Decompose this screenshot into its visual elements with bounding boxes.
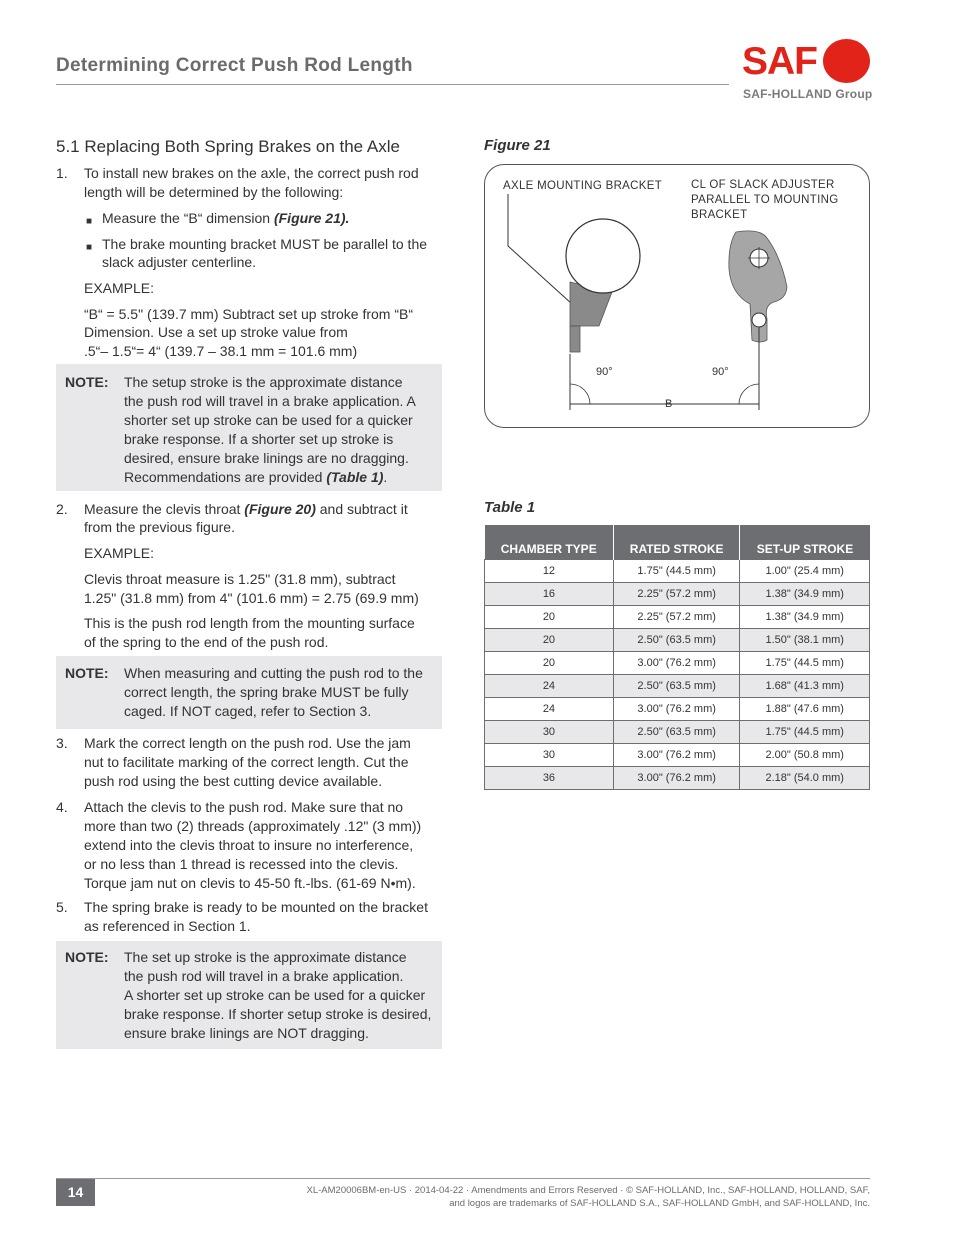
cell: 2.50" (63.5 mm)	[613, 675, 740, 698]
cell: 1.50" (38.1 mm)	[740, 629, 870, 652]
dimension-b-label: B	[665, 398, 673, 410]
cell: 2.25" (57.2 mm)	[613, 606, 740, 629]
clevis-hole	[752, 313, 766, 327]
step3-text: Mark the correct length on the push rod. Use the jam nut to facilitate marking of the correct length. Cut the push rod using the best cutting device available.	[84, 735, 411, 789]
cell: 3.00" (76.2 mm)	[613, 652, 740, 675]
table-row	[485, 675, 870, 698]
section-title: 5.1 Replacing Both Spring Brakes on the Axle	[56, 137, 400, 156]
note-label: NOTE:	[65, 374, 109, 390]
table-row	[485, 606, 870, 629]
table-row	[485, 629, 870, 652]
table-row	[485, 767, 870, 790]
note-text: The setup stroke is the approximate distance the push rod will travel in a brake application. A shorter set up stroke can be used for a quicker brake response. If a shorter set up stroke is desired, ensure brake linings are no dragging. Recommendations are provided (Table 1).	[124, 374, 416, 485]
column-header: SET-UP STROKE	[740, 525, 870, 560]
saf-logo: SAF	[742, 40, 817, 83]
example-line: Clevis throat measure is 1.25" (31.8 mm), subtract	[84, 571, 396, 587]
bullet-item: The brake mounting bracket MUST be parallel to the	[102, 236, 428, 252]
cell: 12	[485, 560, 614, 583]
note-text: The set up stroke is the approximate distance the push rod will travel in a brake application. A shorter set up stroke can be used for a quicker brake response. If shorter setup stroke is desired, ensure brake linings are NOT dragging.	[124, 949, 432, 1041]
step-number: 5.	[56, 899, 68, 915]
label-cl-slack-adjuster: CL OF SLACK ADJUSTER PARALLEL TO MOUNTING BRACKET	[691, 179, 839, 221]
angle-label-right: 90°	[712, 366, 729, 378]
bullet-square-icon: ■	[86, 242, 93, 253]
note-box	[56, 656, 442, 729]
note-box	[56, 364, 442, 491]
table-row	[485, 721, 870, 744]
column-header: CHAMBER TYPE	[485, 525, 614, 560]
note-box	[56, 941, 442, 1049]
cell: 1.38" (34.9 mm)	[740, 583, 870, 606]
cell: 24	[485, 675, 614, 698]
page-number: 14	[56, 1179, 95, 1206]
angle-arc-right	[739, 384, 759, 404]
step-number: 2.	[56, 501, 68, 517]
page-title: Determining Correct Push Rod Length	[56, 55, 413, 76]
column-header: RATED STROKE	[613, 525, 740, 560]
table-row	[485, 744, 870, 767]
step-number: 3.	[56, 735, 68, 751]
label-axle-mounting-bracket: AXLE MOUNTING BRACKET	[503, 180, 663, 192]
step-number: 1.	[56, 165, 68, 181]
stroke-table	[484, 525, 870, 790]
cell: 3.00" (76.2 mm)	[613, 698, 740, 721]
step1-line: To install new brakes on the axle, the correct push rod	[84, 165, 419, 181]
cell: 20	[485, 606, 614, 629]
cell: 1.00" (25.4 mm)	[740, 560, 870, 583]
table-title: Table 1	[484, 499, 536, 516]
example-line: 1.25" (31.8 mm) from 4" (101.6 mm) = 2.75 (69.9 mm)	[84, 590, 419, 606]
table-row	[485, 698, 870, 721]
cell: 36	[485, 767, 614, 790]
cell: 20	[485, 629, 614, 652]
cell: 2.00" (50.8 mm)	[740, 744, 870, 767]
example-line: “B“ = 5.5" (139.7 mm) Subtract set up stroke from “B“	[84, 306, 414, 322]
step5-text: The spring brake is ready to be mounted on the bracket as referenced in Section 1.	[84, 899, 428, 934]
step1-line: length will be determined by the following:	[84, 184, 344, 200]
brake-chamber-circle	[566, 219, 640, 293]
note-label: NOTE:	[65, 665, 109, 681]
cell: 1.75" (44.5 mm)	[740, 652, 870, 675]
cell: 1.88" (47.6 mm)	[740, 698, 870, 721]
footer-legal: XL-AM20006BM-en-US · 2014-04-22 · Amendments and Errors Reserved · © SAF-HOLLAND, Inc., SAF-HOLLAND, HOLLAND, SAF, and logos are trademarks of SAF-HOLLAND S.A., SAF-HOLLAND GmbH, and SAF-HOLLAND, Inc.	[306, 1185, 870, 1209]
cell: 24	[485, 698, 614, 721]
cell: 3.00" (76.2 mm)	[613, 767, 740, 790]
figure-title: Figure 21	[484, 137, 551, 154]
note-text: When measuring and cutting the push rod to the correct length, the spring brake MUST be fully caged. If NOT caged, refer to Section 3.	[124, 665, 423, 719]
table-header-row	[485, 525, 870, 560]
table-row	[485, 652, 870, 675]
note-label: NOTE:	[65, 949, 109, 965]
step2-line: from the previous figure.	[84, 519, 235, 535]
bullet-item: Measure the “B“ dimension (Figure 21).	[102, 210, 350, 226]
example-label: EXAMPLE:	[84, 545, 155, 561]
step-number: 4.	[56, 799, 68, 815]
cell: 30	[485, 721, 614, 744]
bullet-square-icon: ■	[86, 216, 93, 227]
angle-arc-left	[570, 384, 590, 404]
footer-divider	[56, 1178, 870, 1179]
cell: 2.50" (63.5 mm)	[613, 629, 740, 652]
cell: 16	[485, 583, 614, 606]
cell: 2.50" (63.5 mm)	[613, 721, 740, 744]
cell: 30	[485, 744, 614, 767]
cell: 1.38" (34.9 mm)	[740, 606, 870, 629]
bullet-item: slack adjuster centerline.	[102, 254, 257, 270]
logo-circle	[823, 39, 870, 83]
logo-group-name: SAF-HOLLAND Group	[743, 87, 873, 101]
header-divider	[56, 84, 729, 85]
cell: 1.75" (44.5 mm)	[740, 721, 870, 744]
step4-text: Attach the clevis to the push rod. Make sure that no more than two (2) threads (approximately .12" (3 mm)) extend into the clevis throat to insure no interference, or no less than 1 thread is recessed into the clevis. Torque jam nut on clevis to 45-50 ft.-lbs. (61-69 N•m).	[84, 799, 422, 891]
table-row	[485, 560, 870, 583]
table-row	[485, 583, 870, 606]
leader-line	[508, 194, 572, 304]
example-line: .5“– 1.5“= 4“ (139.7 – 38.1 mm = 101.6 mm)	[84, 343, 358, 359]
cell: 2.18" (54.0 mm)	[740, 767, 870, 790]
bracket-leg	[570, 326, 580, 352]
cell: 1.75" (44.5 mm)	[613, 560, 740, 583]
cell: 20	[485, 652, 614, 675]
cell: 3.00" (76.2 mm)	[613, 744, 740, 767]
cell: 2.25" (57.2 mm)	[613, 583, 740, 606]
step2-line: Measure the clevis throat (Figure 20) and subtract it	[84, 501, 408, 517]
cell: 1.68" (41.3 mm)	[740, 675, 870, 698]
step2-line: of the spring to the end of the push rod.	[84, 634, 329, 650]
step2-line: This is the push rod length from the mounting surface	[84, 615, 415, 631]
example-line: Dimension. Use a set up stroke value from	[84, 324, 348, 340]
example-label: EXAMPLE:	[84, 280, 155, 296]
angle-label-left: 90°	[596, 366, 613, 378]
